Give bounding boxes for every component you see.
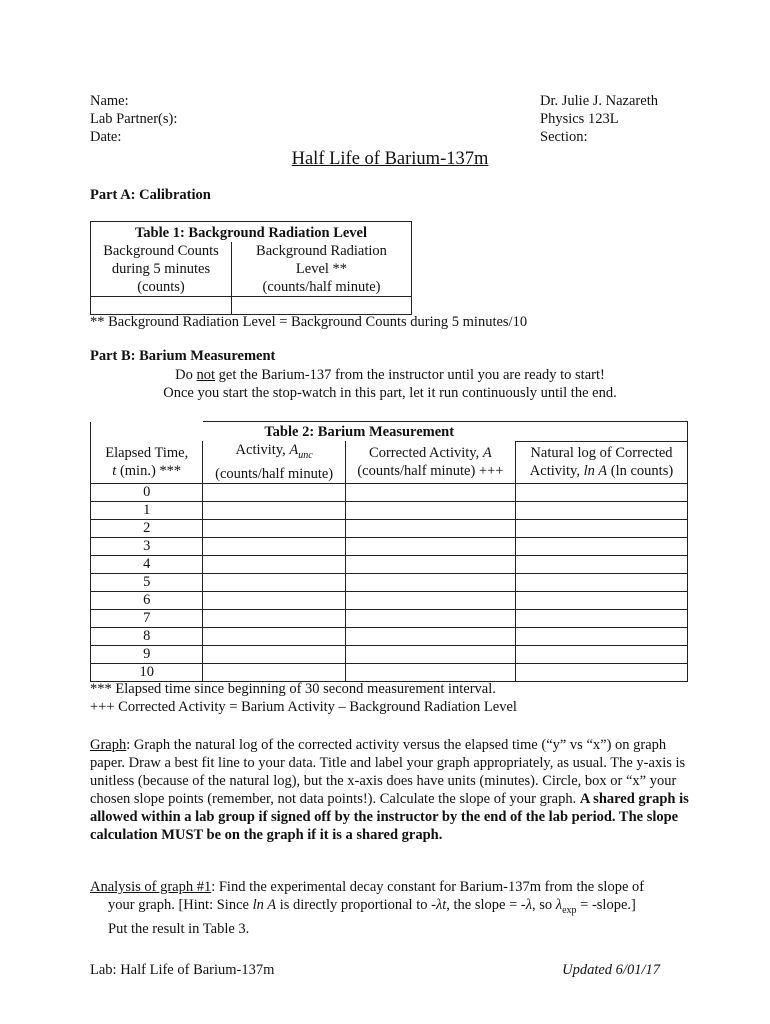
analysis-l2-var4: λ: [555, 897, 563, 913]
elapsed-time-cell: 4: [91, 555, 203, 573]
header-block: [90, 92, 690, 146]
table-background-radiation: [90, 221, 412, 315]
elapsed-time-cell: 1: [91, 501, 203, 519]
ln-activity-cell[interactable]: [515, 555, 687, 573]
corrected-activity-cell[interactable]: [345, 555, 515, 573]
header-left: [90, 92, 177, 146]
analysis-line1: [90, 878, 690, 896]
table1-col1-line1: Background Counts: [103, 243, 219, 259]
analysis-line3: Put the result in Table 3.: [108, 920, 250, 937]
ln-activity-cell[interactable]: [515, 483, 687, 501]
graph-bold-text: A shared graph is allowed within a lab group if signed off by the instructor by the end of the lab period. The slope calculation MUST be on the graph if it is a shared graph.: [90, 791, 689, 843]
ln-activity-cell[interactable]: [515, 519, 687, 537]
analysis-l2a: your graph. [Hint: Since: [108, 897, 253, 913]
activity-cell[interactable]: [203, 591, 345, 609]
elapsed-var: t: [112, 462, 117, 479]
activity-cell[interactable]: [203, 609, 345, 627]
corrected-header-line1: [346, 444, 515, 462]
ln-pre: Activity,: [529, 463, 584, 480]
table-row: [91, 573, 688, 591]
analysis-label: Analysis of graph #1: [90, 879, 212, 895]
analysis-line1-text: : Find the experimental decay constant for Barium-137m from the slope of: [211, 879, 645, 895]
table1-cell-counts[interactable]: [91, 297, 232, 315]
table2-notes: [90, 680, 517, 716]
analysis-l2-sub: exp: [562, 904, 577, 916]
ln-activity-cell[interactable]: [515, 627, 687, 645]
analysis-line2: [90, 896, 690, 920]
instruction-line-2: Once you start the stop-watch in this part, let it run continuously until the end.: [163, 385, 617, 401]
activity-cell[interactable]: [203, 501, 345, 519]
table1-col1-line3: (counts): [137, 279, 185, 295]
ln-activity-cell[interactable]: [515, 645, 687, 663]
activity-cell[interactable]: [203, 627, 345, 645]
name-label: Name:: [90, 93, 129, 109]
table1-col2-line3: (counts/half minute): [262, 279, 381, 295]
analysis-l2-var3: λ: [525, 897, 532, 913]
table-row: [91, 537, 688, 555]
ln-activity-cell[interactable]: [515, 573, 687, 591]
elapsed-time-cell: 9: [91, 645, 203, 663]
ln-activity-cell[interactable]: [515, 609, 687, 627]
part-b-instructions: [90, 366, 690, 402]
corrected-activity-cell[interactable]: [345, 663, 515, 681]
instruction-line-1: [90, 366, 690, 384]
elapsed-time-cell: 3: [91, 537, 203, 555]
table-row: [91, 555, 688, 573]
page-footer: [90, 962, 660, 979]
table2-caption-spacer: [91, 422, 203, 442]
analysis-l2b: is directly proportional to -: [276, 897, 436, 913]
table-row: [91, 519, 688, 537]
activity-cell[interactable]: [203, 663, 345, 681]
corrected-var: A: [482, 444, 492, 461]
elapsed-time-cell: 7: [91, 609, 203, 627]
instructor-name: Dr. Julie J. Nazareth: [540, 93, 658, 109]
corrected-activity-cell[interactable]: [345, 573, 515, 591]
document-page: [90, 92, 690, 978]
ln-activity-cell[interactable]: [515, 591, 687, 609]
activity-label: Activity,: [235, 442, 290, 458]
table-row: [91, 627, 688, 645]
elapsed-time-cell: 2: [91, 519, 203, 537]
activity-header-line1: [203, 441, 344, 465]
instr1-post: get the Barium-137 from the instructor until you are ready to start!: [215, 367, 605, 383]
corrected-activity-cell[interactable]: [345, 483, 515, 501]
activity-cell[interactable]: [203, 555, 345, 573]
table2-note-corrected: +++ Corrected Activity = Barium Activity – Background Radiation Level: [90, 699, 517, 715]
course-code: Physics 123L: [540, 111, 619, 127]
analysis-l2-var1: ln A: [252, 897, 277, 913]
analysis-l2d: , so: [532, 897, 556, 913]
table1-col2-line1: Background Radiation: [256, 243, 387, 259]
analysis-graph-1: [90, 878, 690, 938]
part-a-heading: Part A: Calibration: [90, 187, 211, 203]
activity-cell[interactable]: [203, 537, 345, 555]
table1-caption: Table 1: Background Radiation Level: [91, 222, 412, 243]
corrected-activity-cell[interactable]: [345, 645, 515, 663]
corrected-activity-cell[interactable]: [345, 609, 515, 627]
instr1-underlined: not: [196, 367, 216, 383]
page-title: Half Life of Barium-137m: [291, 149, 489, 169]
ln-var: ln A: [583, 463, 608, 480]
table-row: [91, 609, 688, 627]
partners-label: Lab Partner(s):: [90, 111, 178, 127]
footer-updated: Updated 6/01/17: [562, 962, 660, 978]
table1-col2-line2: Level **: [295, 261, 348, 277]
elapsed-time-cell: 5: [91, 573, 203, 591]
activity-header-line2: (counts/half minute): [215, 465, 334, 482]
corrected-activity-cell[interactable]: [345, 627, 515, 645]
ln-header-line1: Natural log of Corrected: [530, 445, 673, 462]
activity-sub: unc: [298, 449, 313, 461]
activity-cell[interactable]: [203, 519, 345, 537]
ln-activity-cell[interactable]: [515, 537, 687, 555]
elapsed-header-line1: Elapsed Time,: [105, 444, 189, 461]
table-row: [91, 501, 688, 519]
table2-header-elapsed: [91, 441, 203, 483]
table1-col1-line2: during 5 minutes: [111, 261, 211, 277]
ln-header-line2: [516, 462, 687, 480]
table1-col1-header: [91, 242, 232, 297]
table2-caption-spacer-right: [515, 422, 687, 442]
date-label: Date:: [90, 129, 122, 145]
table1-col2-header: [232, 242, 412, 297]
section-label: Section:: [540, 129, 588, 145]
table-barium-measurement: [90, 421, 688, 682]
corrected-header-line2: (counts/half minute) +++: [357, 462, 504, 479]
table1-note: ** Background Radiation Level = Background Counts during 5 minutes/10: [90, 314, 528, 330]
table2-header-lnA: [515, 441, 687, 483]
part-b-heading: Part B: Barium Measurement: [90, 348, 276, 364]
instr1-pre: Do: [175, 367, 197, 383]
analysis-l2-var2: λt: [435, 897, 447, 913]
table2-header-activity: [203, 441, 345, 483]
elapsed-time-cell: 0: [91, 483, 203, 501]
elapsed-time-cell: 6: [91, 591, 203, 609]
elapsed-time-cell: 10: [91, 663, 203, 681]
ln-post: (ln counts): [607, 463, 674, 480]
header-right: [540, 92, 690, 146]
analysis-l2c: , the slope = -: [446, 897, 526, 913]
table2-note-elapsed: *** Elapsed time since beginning of 30 second measurement interval.: [90, 681, 496, 697]
activity-cell[interactable]: [203, 573, 345, 591]
elapsed-header-line2: [91, 462, 202, 480]
table-row: [91, 591, 688, 609]
ln-activity-cell[interactable]: [515, 501, 687, 519]
corrected-activity-cell[interactable]: [345, 537, 515, 555]
graph-text: : Graph the natural log of the corrected activity versus the elapsed time (“y” vs “x”) on graph paper. Draw a best fit line to your data. Title and label your graph appropriately, as usual. The y-axis is unitless (because of the natural log), but the x-axis does have units (minutes). Circle, box or “x” your chosen slope points (remember, not data points!). Calculate the slope of your graph.: [90, 737, 686, 807]
ln-activity-cell[interactable]: [515, 663, 687, 681]
footer-lab-title: Lab: Half Life of Barium-137m: [90, 962, 275, 978]
activity-cell[interactable]: [203, 645, 345, 663]
table-row: [91, 663, 688, 681]
corrected-activity-cell[interactable]: [345, 591, 515, 609]
table2-caption: Table 2: Barium Measurement: [203, 422, 516, 442]
corrected-label: Corrected Activity,: [369, 444, 483, 461]
activity-var: A: [289, 442, 299, 458]
table-row: [91, 645, 688, 663]
activity-cell[interactable]: [203, 483, 345, 501]
graph-instructions: [90, 736, 690, 844]
table1-cell-level[interactable]: [232, 297, 412, 315]
corrected-activity-cell[interactable]: [345, 519, 515, 537]
elapsed-rest: (min.) ***: [116, 462, 182, 479]
table2-body: [91, 483, 688, 681]
elapsed-time-cell: 8: [91, 627, 203, 645]
table-row: [91, 483, 688, 501]
table2-header-corrected: [345, 441, 515, 483]
corrected-activity-cell[interactable]: [345, 501, 515, 519]
graph-label: Graph: [90, 737, 127, 753]
analysis-l2e: = -slope.]: [576, 897, 636, 913]
